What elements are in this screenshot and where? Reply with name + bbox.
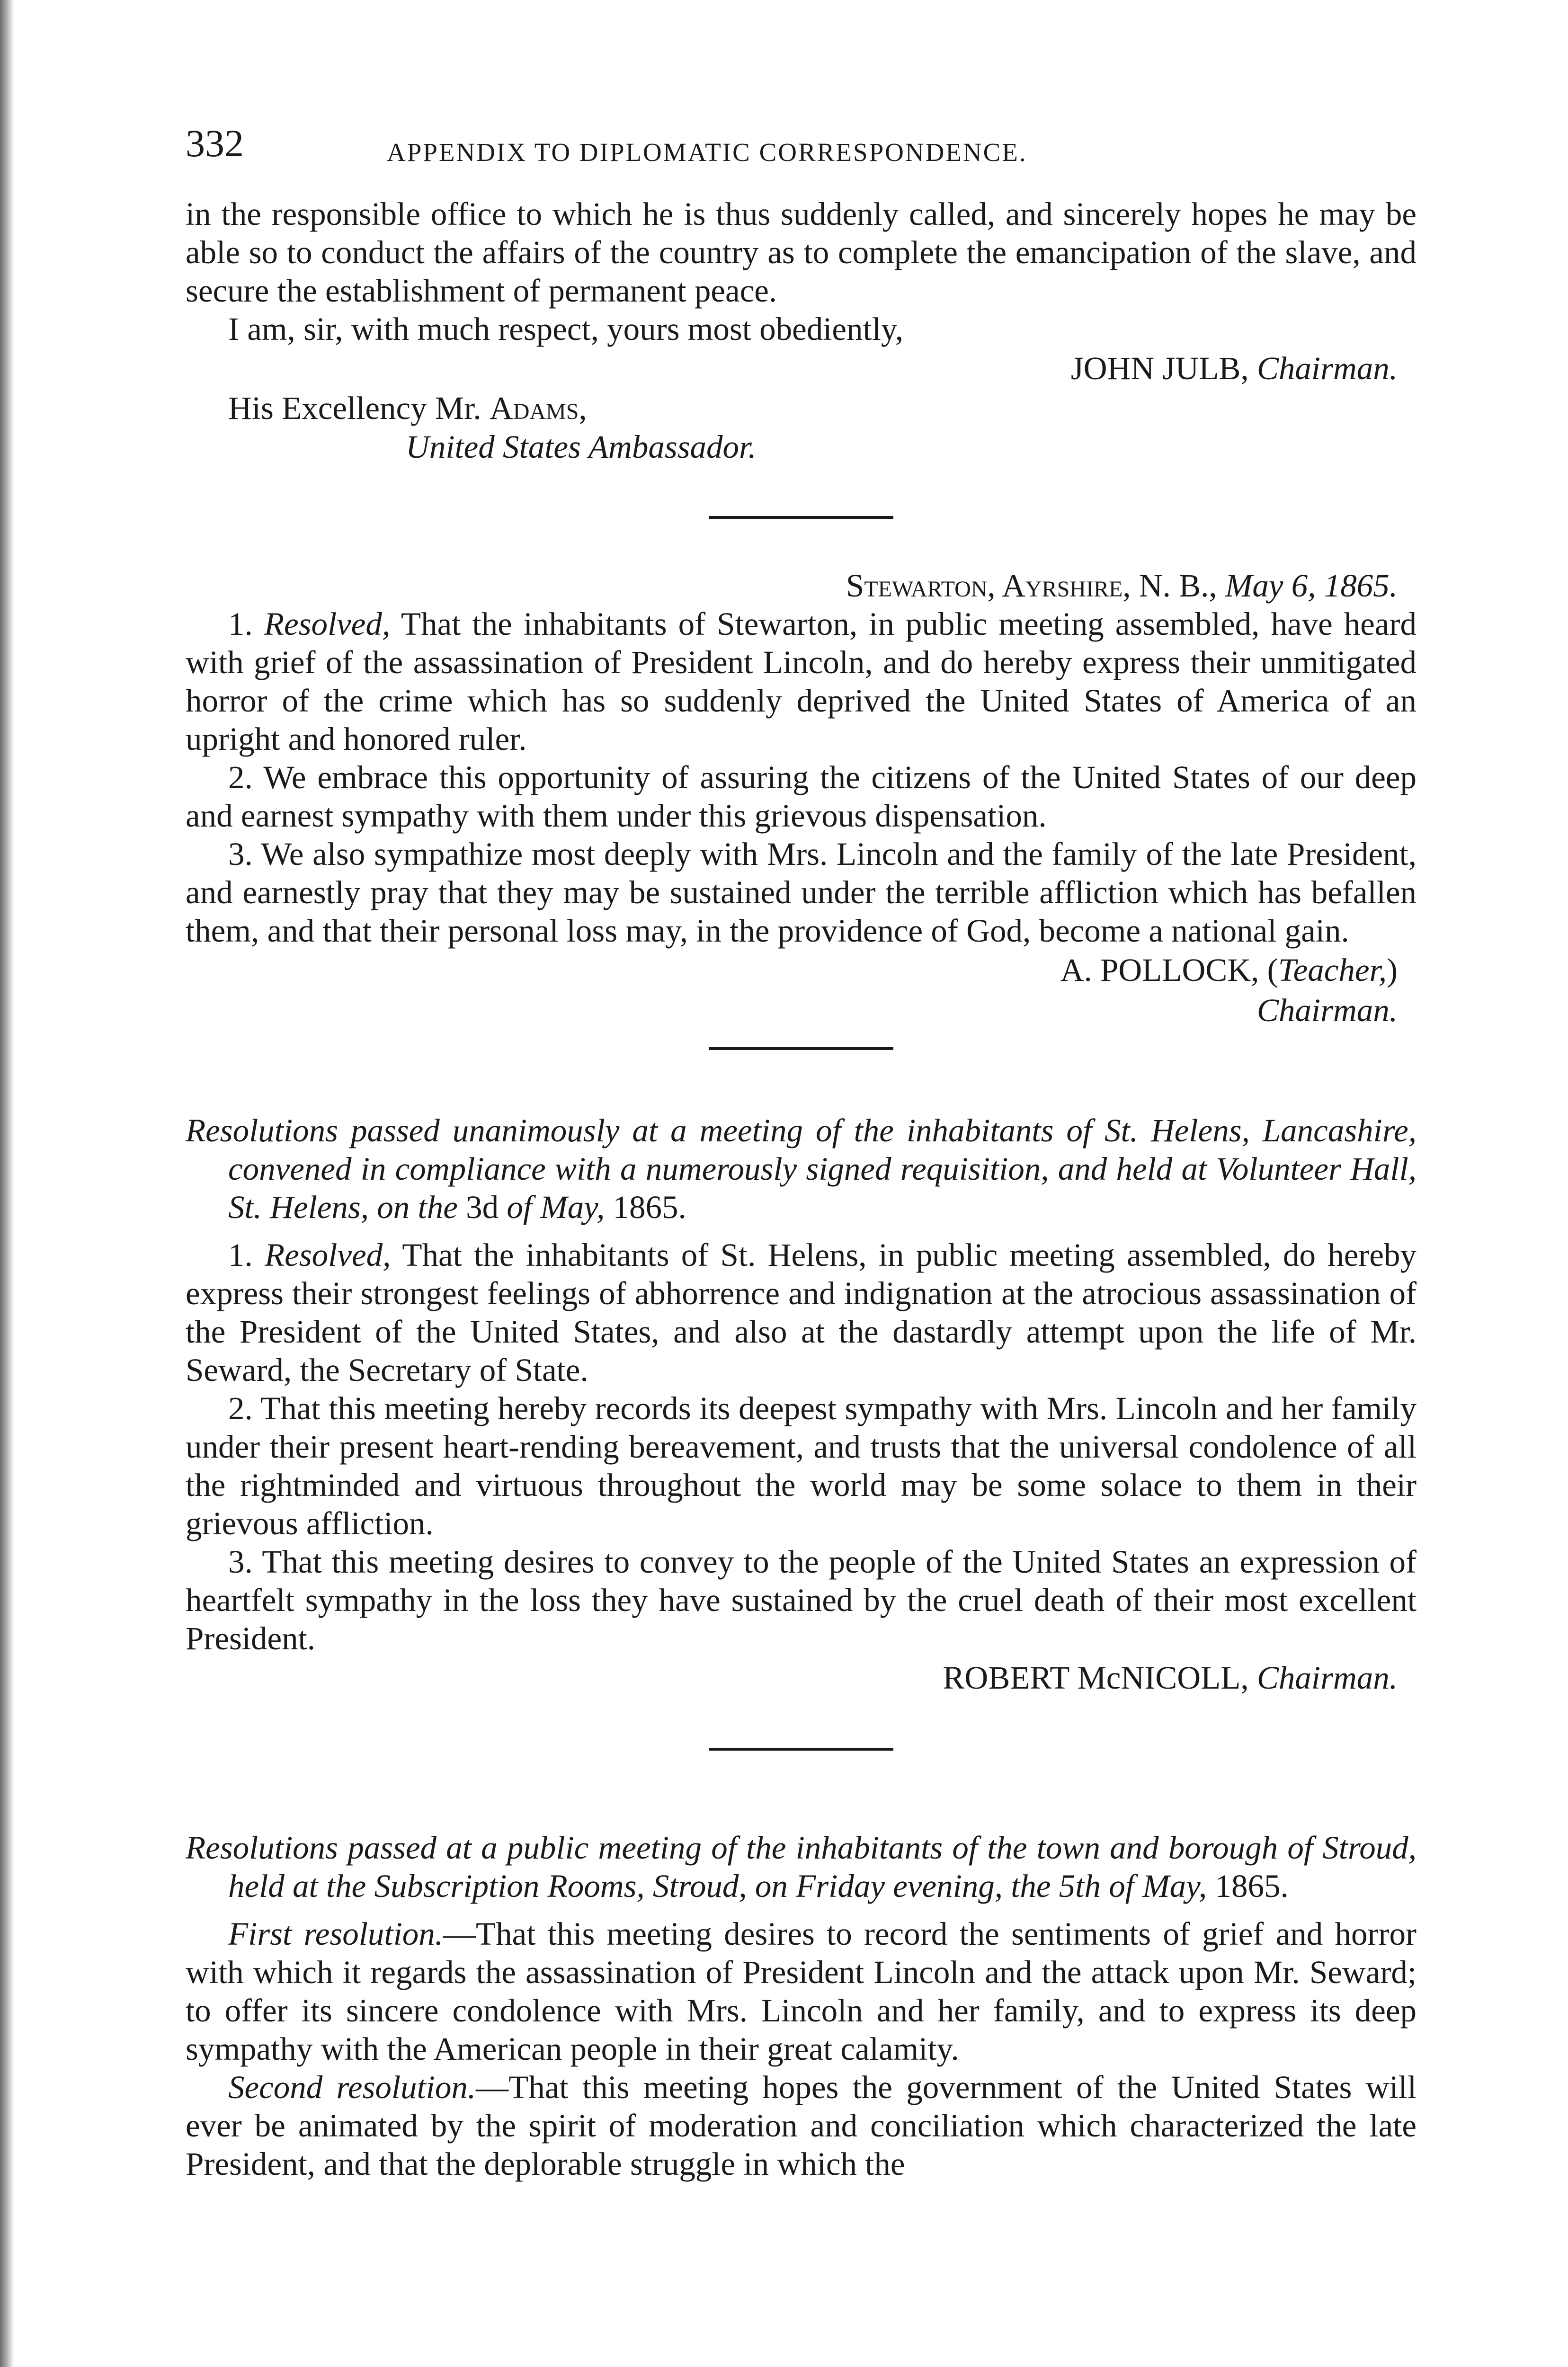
stroud-resolutions — [186, 1829, 1417, 2183]
signer-name: A. POLLOCK, ( — [1060, 952, 1278, 988]
signer-title: Chairman. — [1256, 350, 1398, 386]
heading-text: Resolutions passed at a public meeting of the inhabitants of the town and borough of Stroud, held at the Subscription Rooms, Stroud, on Friday evening, the — [186, 1830, 1417, 1904]
page-number: 332 — [186, 122, 244, 165]
running-title: APPENDIX TO DIPLOMATIC CORRESPONDENCE. — [387, 138, 1027, 167]
letter-continued — [186, 195, 1417, 466]
addressee-prefix: His Excellency Mr. — [228, 390, 481, 426]
st-helens-signature — [186, 1658, 1417, 1698]
signer-title: Chairman. — [1256, 992, 1398, 1028]
binding-edge — [0, 0, 14, 2367]
heading-year: 1865. — [613, 1189, 686, 1225]
resolution-3: 3. We also sympathize most deeply with Mrs. Lincoln and the family of the late President, and earnestly pray that they may be sustained under the terrible affliction which has befallen them, and that their personal loss may, in the providence of God, become a national gain. — [186, 836, 1417, 949]
first-resolution — [186, 1915, 1417, 2068]
stewarton-signature — [186, 950, 1417, 1031]
dateline-date: May 6, 1865. — [1225, 568, 1398, 604]
signer-title: Chairman. — [1256, 1660, 1398, 1696]
resolution-2: 2. We embrace this opportunity of assuring the citizens of the United States of our deep and earnest sympathy with them under this grievous dispensation. — [186, 759, 1417, 834]
section-heading — [186, 1829, 1417, 1905]
resolution-1 — [186, 605, 1417, 758]
resolution-2: 2. That this meeting hereby records its deepest sympathy with Mrs. Lincoln and her family under their present heart-rending bereavement, and trusts that the universal condolence of all the rightminded and virtuous throughout the world may be some solace to them in their grievous affliction. — [186, 1390, 1417, 1541]
letter-signature — [186, 348, 1417, 389]
resolution-1 — [186, 1236, 1417, 1389]
resolution-text: That the inhabitants of Stewarton, in public meeting assembled, have heard with grief of the assassination of President Lincoln, and do hereby express their unmitigated horror of the crime which has so suddenly deprived the United States of America of an upright and honored ruler. — [186, 606, 1417, 757]
heading-day: 3d — [466, 1189, 499, 1225]
heading-day: 5th — [1059, 1868, 1101, 1904]
signer-paren: ) — [1387, 952, 1398, 988]
addressee — [186, 389, 1417, 466]
second-resolution — [186, 2068, 1417, 2183]
page-content — [186, 124, 1417, 2183]
page-header — [186, 124, 1417, 195]
addressee-line-2: United States Ambassador. — [406, 429, 757, 465]
resolution-text: —That this meeting hopes the government of the United States will ever be animated by the spirit of moderation and conciliation which characterized the late President, and that the deplorable struggle in which the — [186, 2069, 1417, 2182]
resolution-text: That the inhabitants of St. Helens, in public meeting assembled, do hereby express their strongest feelings of abhorrence and indignation at the atrocious assassination of the President of the United States, and also at the dastardly attempt upon the life of Mr. Seward, the Secretary of State. — [186, 1237, 1417, 1388]
resolution-number: 1. — [228, 606, 253, 642]
signer-name: JOHN JULB, — [1070, 350, 1249, 386]
resolution-number: 1. — [228, 1237, 253, 1273]
resolution-text: —That this meeting desires to record the sentiments of grief and horror with which it regards the assassination of President Lincoln and the attack upon Mr. Seward; to offer its sincere condolence with Mrs. Lincoln and her family, and to express its deep sympathy with the American people in their great calamity. — [186, 1916, 1417, 2067]
dateline-place: Stewarton, Ayrshire, N. B., — [846, 568, 1217, 604]
heading-month: of May, — [507, 1189, 605, 1225]
resolution-lead: Resolved, — [265, 1237, 391, 1273]
signer-line — [186, 950, 1398, 990]
letter-body: in the responsible office to which he is thus suddenly called, and sincerely hopes he may be able so to conduct the affairs of the country as to complete the emancipation of the slave, and secure the establishment of permanent peace. — [186, 196, 1417, 309]
heading-year: 1865. — [1215, 1868, 1289, 1904]
resolution-3: 3. That this meeting desires to convey to the people of the United States an expression of heartfelt sympathy in the loss they have sustained by the cruel death of their most excellent President. — [186, 1544, 1417, 1656]
resolution-lead: Second resolution. — [228, 2069, 476, 2105]
resolution-lead: First resolution. — [228, 1916, 443, 1952]
dateline — [186, 566, 1417, 605]
signer-name: ROBERT McNICOLL, — [943, 1660, 1249, 1696]
addressee-name: Adams, — [489, 390, 587, 426]
st-helens-resolutions — [186, 1112, 1417, 1698]
letter-closing: I am, sir, with much respect, yours most obediently, — [228, 311, 904, 347]
stewarton-resolutions — [186, 566, 1417, 1031]
heading-month: of May, — [1109, 1868, 1207, 1904]
heading-text: Resolutions passed unanimously at a meeting of the inhabitants of St. Helens, Lancashire, convened in compliance with a numerously signed requisition, and held at Volunteer Hall, St. Helens, on the — [186, 1112, 1417, 1225]
resolution-lead: Resolved, — [264, 606, 391, 642]
section-heading — [186, 1112, 1417, 1227]
signer-role: Teacher, — [1278, 952, 1387, 988]
addressee-line-1 — [186, 389, 1417, 427]
